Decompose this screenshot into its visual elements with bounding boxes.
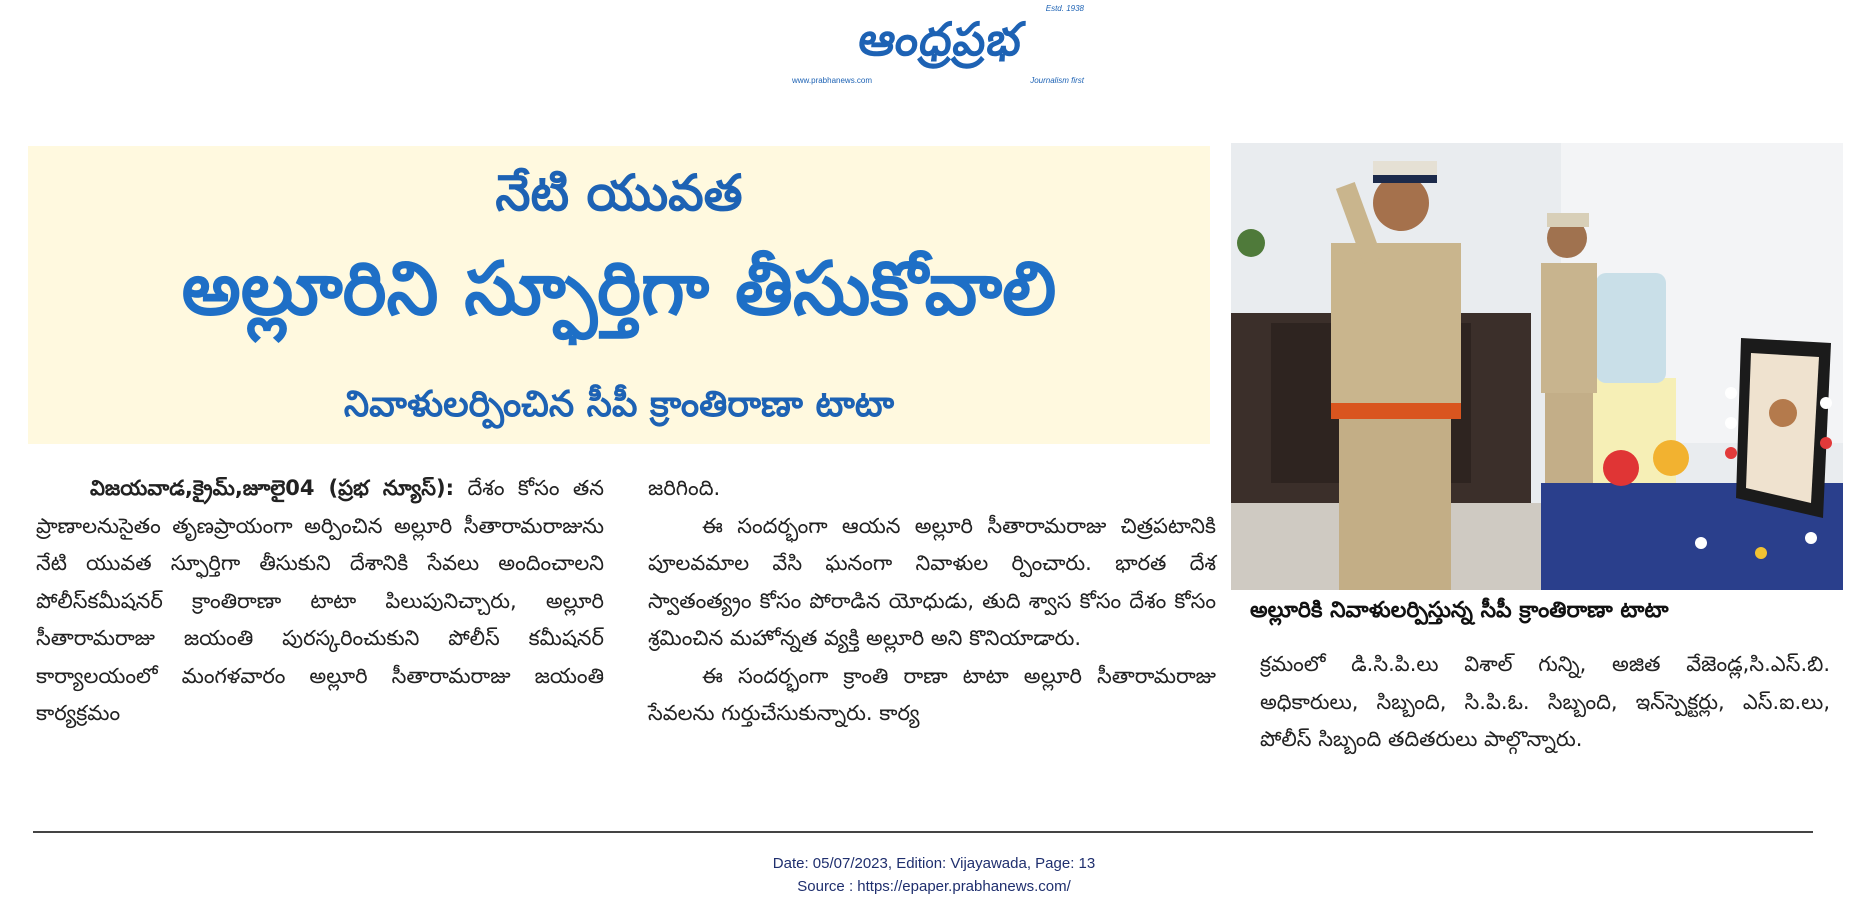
- masthead-name: ఆంధ్రప్రభ: [855, 12, 1026, 66]
- article-headline: అల్లూరిని స్ఫూర్తిగా తీసుకోవాలి: [181, 246, 1057, 332]
- article-paragraph: ఈ సందర్భంగా క్రాంతి రాణా టాటా అల్లూరి సీతారామరాజు సేవలను గుర్తుచేసుకున్నారు. కార్య: [648, 663, 1216, 725]
- headline-box: [28, 146, 1210, 444]
- article-kicker: నేటి యువత: [495, 164, 743, 222]
- photo-caption: అల్లూరికి నివాళులర్పిస్తున్న సీపీ క్రాంతిరాణా టాటా: [1250, 598, 1669, 623]
- footer-date-line: Date: 05/07/2023, Edition: Vijayawada, Page: 13: [772, 855, 1096, 872]
- masthead-estd: Estd. 1938: [1045, 4, 1084, 13]
- article-paragraph: క్రమంలో డి.సి.పి.లు విశాల్ గున్ని, అజిత వేజెండ్ల,సి.ఎస్.బి. అధికారులు, సిబ్బంది, సి.పి.ఓ. సిబ్బంది, ఇన్‌స్పెక్టర్లు, ఎస్.ఐ.లు, పోలీస్ సిబ్బంది తదితరులు పాల్గొన్నారు.: [1260, 652, 1830, 751]
- source-footer: [0, 852, 1868, 898]
- article-body-text: దేశం కోసం తన ప్రాణాలనుసైతం తృణప్రాయంగా అర్పించిన అల్లూరి సీతారామరాజును నేటి యువత స్ఫూర్తిగా తీసుకుని దేశానికి సేవలు అందించాలని పోలీస్‌కమీషనర్ క్రాంతిరాణా టాటా పిలుపునిచ్చారు, అల్లూరి సీతారామరాజు జయంతి పురస్కరించుకుని పోలీస్ కమీషనర్ కార్యాలయంలో మంగళవారం అల్లూరి సీతారామరాజు జయంతి కార్యక్రమం: [36, 476, 604, 725]
- footer-source-line: Source : https://epaper.prabhanews.com/: [797, 878, 1071, 895]
- article-paragraph: జరిగింది.: [648, 476, 721, 500]
- article-column-3: [1260, 646, 1830, 759]
- article-photo: [1231, 143, 1843, 590]
- article-column-1: [36, 470, 604, 733]
- masthead-logo: [790, 4, 1090, 88]
- masthead-website: www.prabhanews.com: [792, 76, 873, 85]
- article-paragraph: ఈ సందర్భంగా ఆయన అల్లూరి సీతారామరాజు చిత్రపటానికి పూలవమాల వేసి ఘనంగా నివాళుల ర్పించారు. భారత దేశ స్వాతంత్య్రం కోసం పోరాడిన యోధుడు, తుది శ్వాస కోసం దేశం కోసం శ్రమించిన మహోన్నత వ్యక్తి అల్లూరి అని కొనియాడారు.: [648, 513, 1216, 650]
- article-column-2: [648, 470, 1216, 733]
- article-subheadline: నివాళులర్పించిన సీపీ క్రాంతిరాణా టాటా: [343, 384, 895, 425]
- masthead-tagline: Journalism first: [1030, 76, 1084, 85]
- bottom-divider: [33, 831, 1813, 833]
- article-dateline: విజయవాడ,క్రైమ్,జూలై04 (ప్రభ న్యూస్):: [90, 476, 455, 500]
